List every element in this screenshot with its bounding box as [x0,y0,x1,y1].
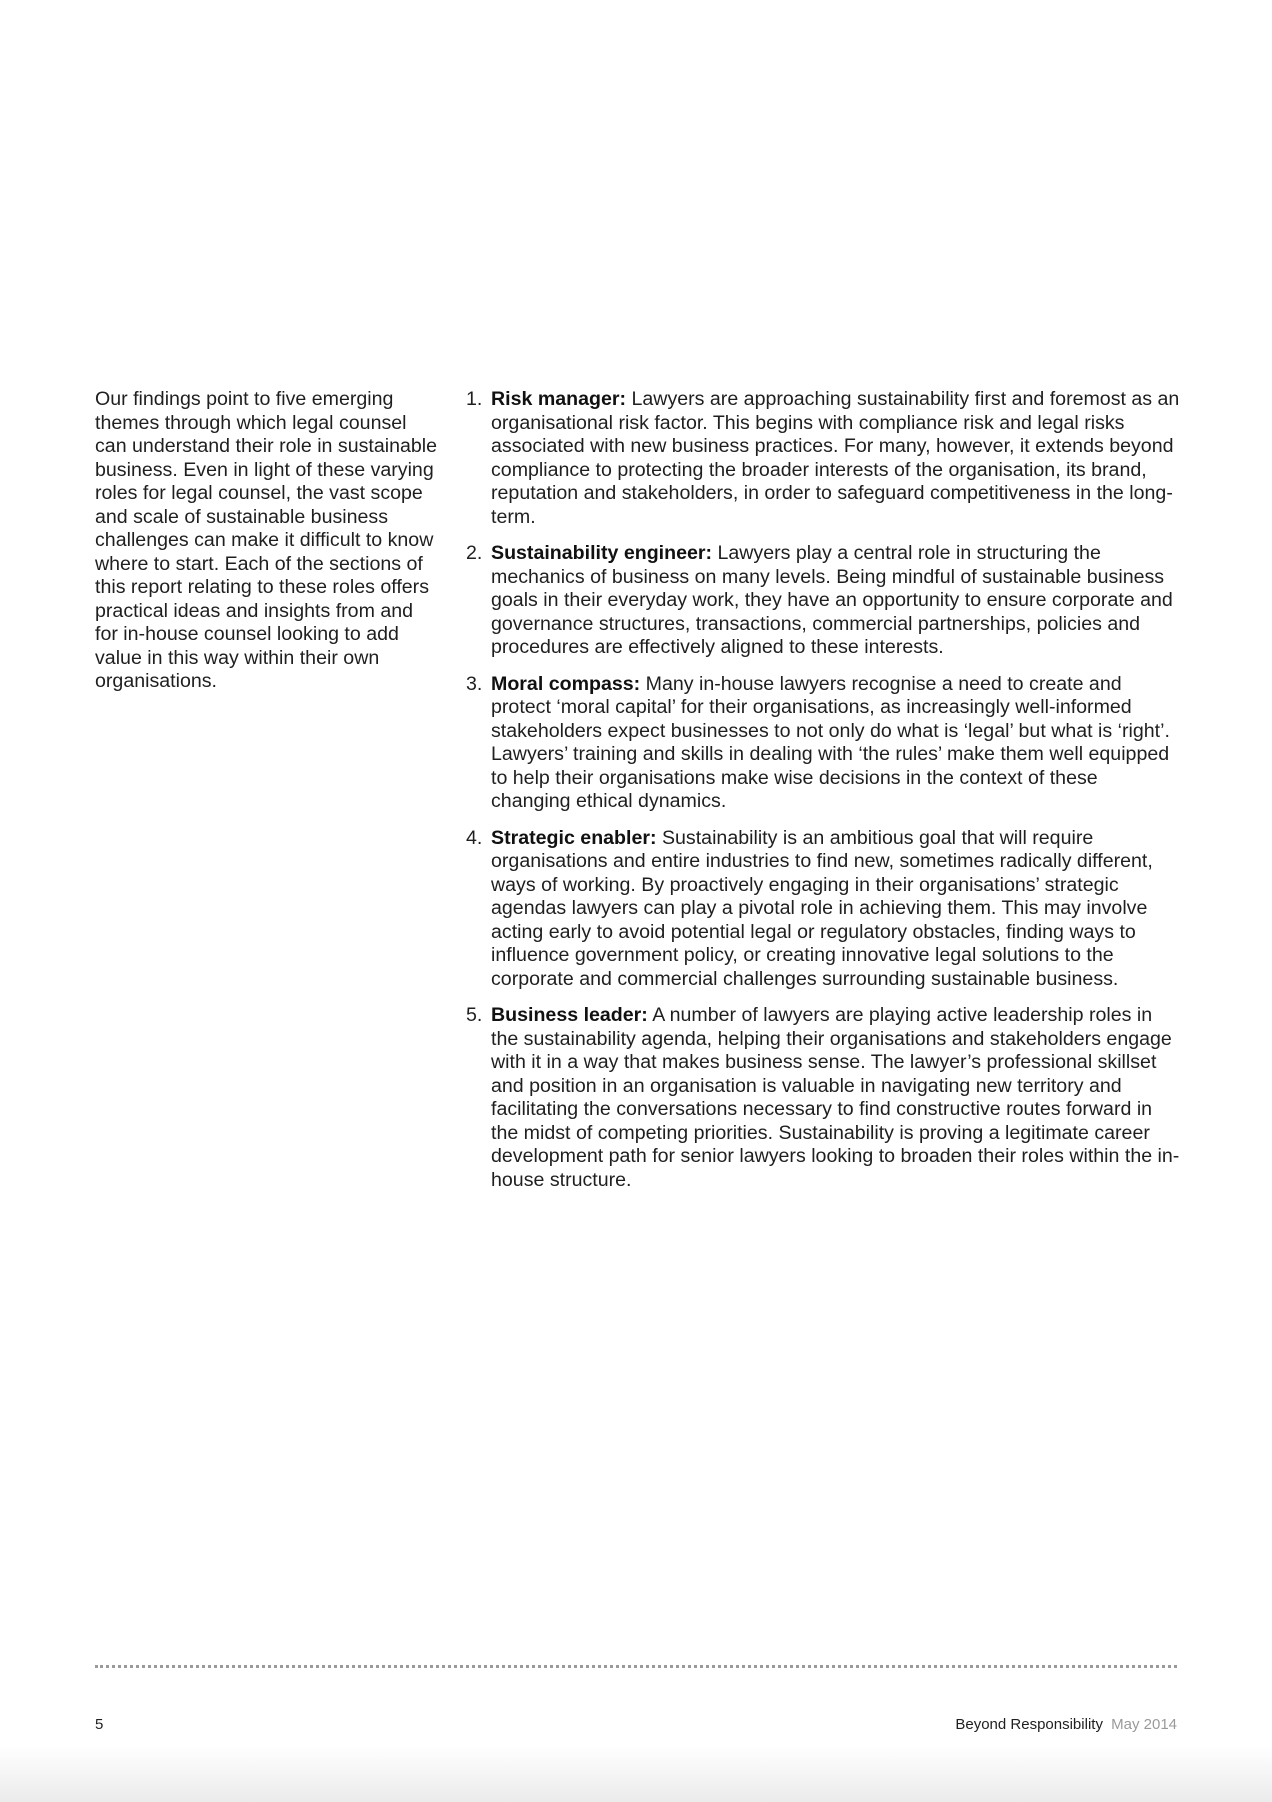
role-number: 4. [466,826,483,849]
role-description: Many in-house lawyers recognise a need to create and protect ‘moral capital’ for their organisations, as increasingly well-informed stakeholders expect businesses to not only do what is ‘legal’ but what is ‘right’. Lawyers’ training and skills in dealing with ‘the rules’ make them well equipped to help their organisations make wise decisions in the context of these changing ethical dynamics. [491,672,1170,812]
role-title: Strategic enabler: [491,826,657,849]
role-item-sustainability-engineer [462,542,1182,660]
role-title: Moral compass: [491,672,641,695]
role-title: Sustainability engineer: [491,542,713,564]
role-item-business-leader [462,1004,1182,1192]
role-title: Business leader: [491,1004,648,1026]
role-number: 2. [466,542,483,564]
page-number: 5 [95,1716,104,1733]
role-item-strategic-enabler [462,827,1182,992]
intro-paragraph: Our findings point to five emerging themes through which legal counsel can understand their role in sustainable business. Even in light of these varying roles for legal counsel, the vast scope and scale of sustainable business challenges can make it difficult to know where to start. Each of the sections of this report relating to these roles offers practical ideas and insights from and for in-house counsel looking to add value in this way within their own organisations. [95,388,438,692]
role-number: 5. [466,1004,483,1026]
role-title: Risk manager: [491,388,627,410]
footer-divider [95,1665,1177,1668]
footer-publication-info [955,1716,1177,1733]
role-number: 3. [466,672,483,695]
role-item-moral-compass [462,673,1182,814]
publication-title: Beyond Responsibility [955,1716,1103,1733]
roles-list [462,388,1182,1205]
page-bottom-shadow [0,1746,1272,1802]
role-description: Sustainability is an ambitious goal that will require organisations and entire industries to find new, sometimes radically different, ways of working. By proactively engaging in their organisations’ strategic agendas lawyers can play a pivotal role in achieving them. This may involve acting early to avoid potential legal or regulatory obstacles, finding ways to influence government policy, or creating innovative legal solutions to the corporate and commercial challenges surrounding sustainable business. [491,826,1153,990]
role-number: 1. [466,388,483,410]
role-description: Lawyers are approaching sustainability first and foremost as an organisational risk factor. This begins with compliance risk and legal risks associated with new business practices. For many, however, it extends beyond compliance to protecting the broader interests of the organisation, its brand, reputation and stakeholders, in order to safeguard competitiveness in the long-term. [491,388,1180,528]
publication-date: May 2014 [1111,1716,1177,1733]
role-item-risk-manager [462,388,1182,529]
role-description: Lawyers play a central role in structuring the mechanics of business on many levels. Being mindful of sustainable business goals in their everyday work, they have an opportunity to ensure corporate and governance structures, transactions, commercial partnerships, policies and procedures are effectively aligned to these interests. [491,542,1173,658]
role-description: A number of lawyers are playing active leadership roles in the sustainability agenda, helping their organisations and stakeholders engage with it in a way that makes business sense. The lawyer’s professional skillset and position in an organisation is valuable in navigating new territory and facilitating the conversations necessary to find constructive routes forward in the midst of competing priorities. Sustainability is proving a legitimate career development path for senior lawyers looking to broaden their roles within the in-house structure. [491,1004,1180,1191]
